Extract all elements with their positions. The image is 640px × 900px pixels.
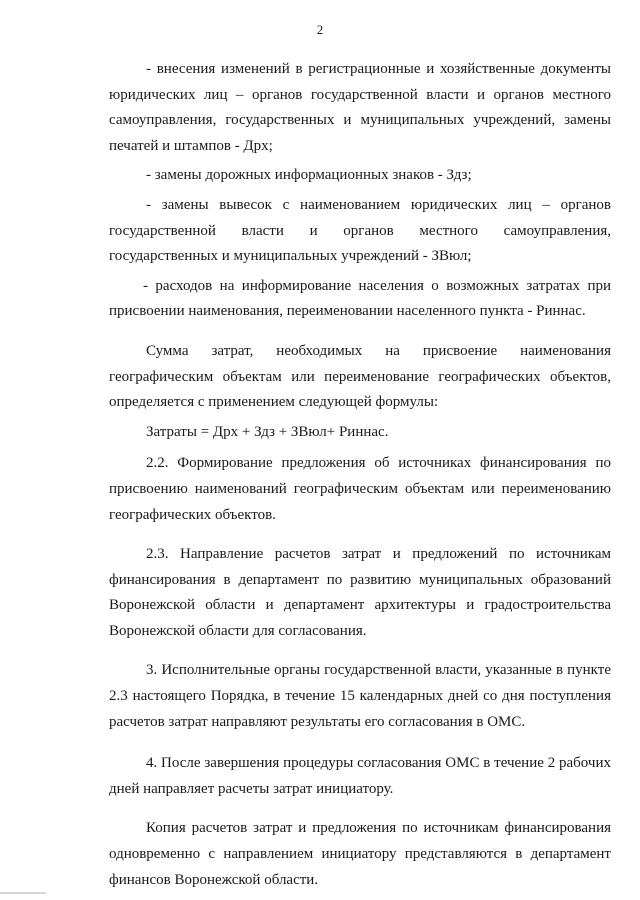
paragraph-registration-documents: - внесения изменений в регистрационные и хозяйственные документы юридических лиц – органов государственной власти и органов местного самоуправления, государственных и муниципальных учреждений, замены печатей и штампов - Дрх; (109, 61, 611, 154)
paragraph-signboards: - замены вывесок с наименованием юридических лиц – органов государственной власти и органов местного самоуправления, государственных и муниципальных учреждений - ЗВюл; (109, 196, 611, 265)
scan-edge-mark (0, 892, 46, 894)
paragraph-2-3: 2.3. Направление расчетов затрат и предложений по источникам финансирования в департамент по развитию муниципальных образований Воронежской области и департамент архитектуры и градостроительства Воронежской области для согласования. (109, 546, 611, 639)
paragraph-road-signs: - замены дорожных информационных знаков - Здз; (146, 167, 472, 184)
paragraph-informing-population: - расходов на информирование населения о возможных затратах при присвоении наименования, переименовании населенного пункта - Риннас. (109, 277, 611, 320)
cost-formula: Затраты = Дрх + Здз + ЗВюл+ Риннас. (146, 423, 389, 440)
paragraph-3: 3. Исполнительные органы государственной власти, указанные в пункте 2.3 настоящего Порядка, в течение 15 календарных дней со дня поступления расчетов затрат направляют результаты его согласования в ОМС. (109, 662, 611, 730)
document-body (109, 57, 611, 897)
paragraph-copy-of-calculations: Копия расчетов затрат и предложения по источникам финансирования одновременно с направлением инициатору представляются в департамент финансов Воронежской области. (109, 820, 611, 888)
paragraph-4: 4. После завершения процедуры согласования ОМС в течение 2 рабочих дней направляет расчеты затрат инициатору. (109, 755, 611, 797)
paragraph-cost-sum: Сумма затрат, необходимых на присвоение наименования географическим объектам или переименование географических объектов, определяется с применением следующей формулы: (109, 342, 611, 411)
page-number: 2 (316, 22, 324, 37)
paragraph-2-2: 2.2. Формирование предложения об источниках финансирования по присвоению наименований географическим объектам или переименованию географических объектов. (109, 455, 611, 523)
